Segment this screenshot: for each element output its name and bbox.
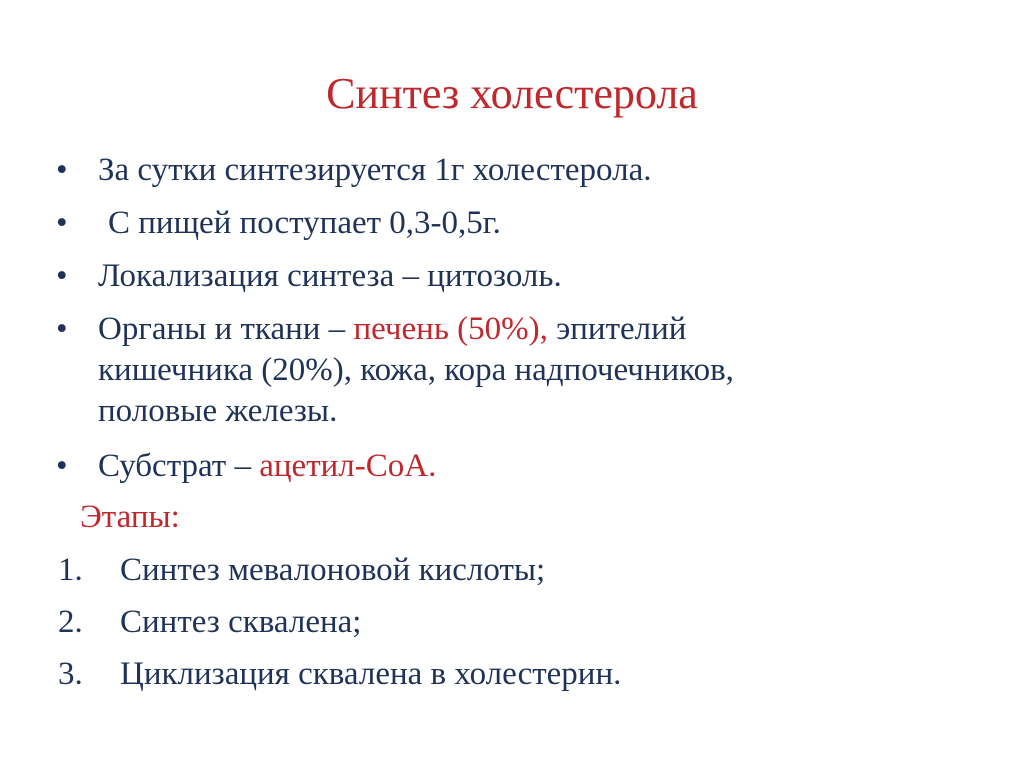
bullet-item [52,150,982,191]
slide-title: Синтез холестерола [326,69,698,118]
stage-item [52,654,982,695]
bullet-line: кишечника (20%), кожа, кора надпочечников, [98,352,734,388]
bullet-item [52,446,982,487]
bullet-icon: • [56,205,68,241]
bullet-icon: • [56,258,68,294]
bullet-item [52,256,982,297]
bullet-text [98,309,982,432]
bullet-icon: • [56,448,68,484]
bullet-text-part: Органы и ткани – [98,311,354,347]
bullet-text-part: эпителий [547,311,687,347]
stage-number: 3. [58,656,83,692]
stage-number: 2. [58,604,83,640]
bullet-item [52,203,982,244]
bullet-text: За сутки синтезируется 1г холестерола. [98,152,652,188]
highlight-text: печень (50%), [353,311,548,347]
bullet-line: половые железы. [98,393,338,429]
bullet-text-part: Субстрат – [98,448,260,484]
bullet-icon: • [56,311,68,347]
stage-item [52,550,982,591]
stages-label: Этапы: [80,499,180,535]
stage-text: Циклизация сквалена в холестерин. [120,656,622,692]
slide-content [52,150,982,706]
stage-text: Синтез сквалена; [120,604,362,640]
bullet-text: Локализация синтеза – цитозоль. [98,258,562,294]
stage-number: 1. [58,552,83,588]
bullet-text: С пищей поступает 0,3-0,5г. [108,205,501,241]
bullet-line [98,309,982,350]
bullet-icon: • [56,152,68,188]
stage-text: Синтез мевалоновой кислоты; [120,552,546,588]
bullet-text [98,448,436,484]
bullet-item [52,309,982,432]
highlight-text: ацетил-СоА. [259,448,437,484]
stage-item [52,602,982,643]
